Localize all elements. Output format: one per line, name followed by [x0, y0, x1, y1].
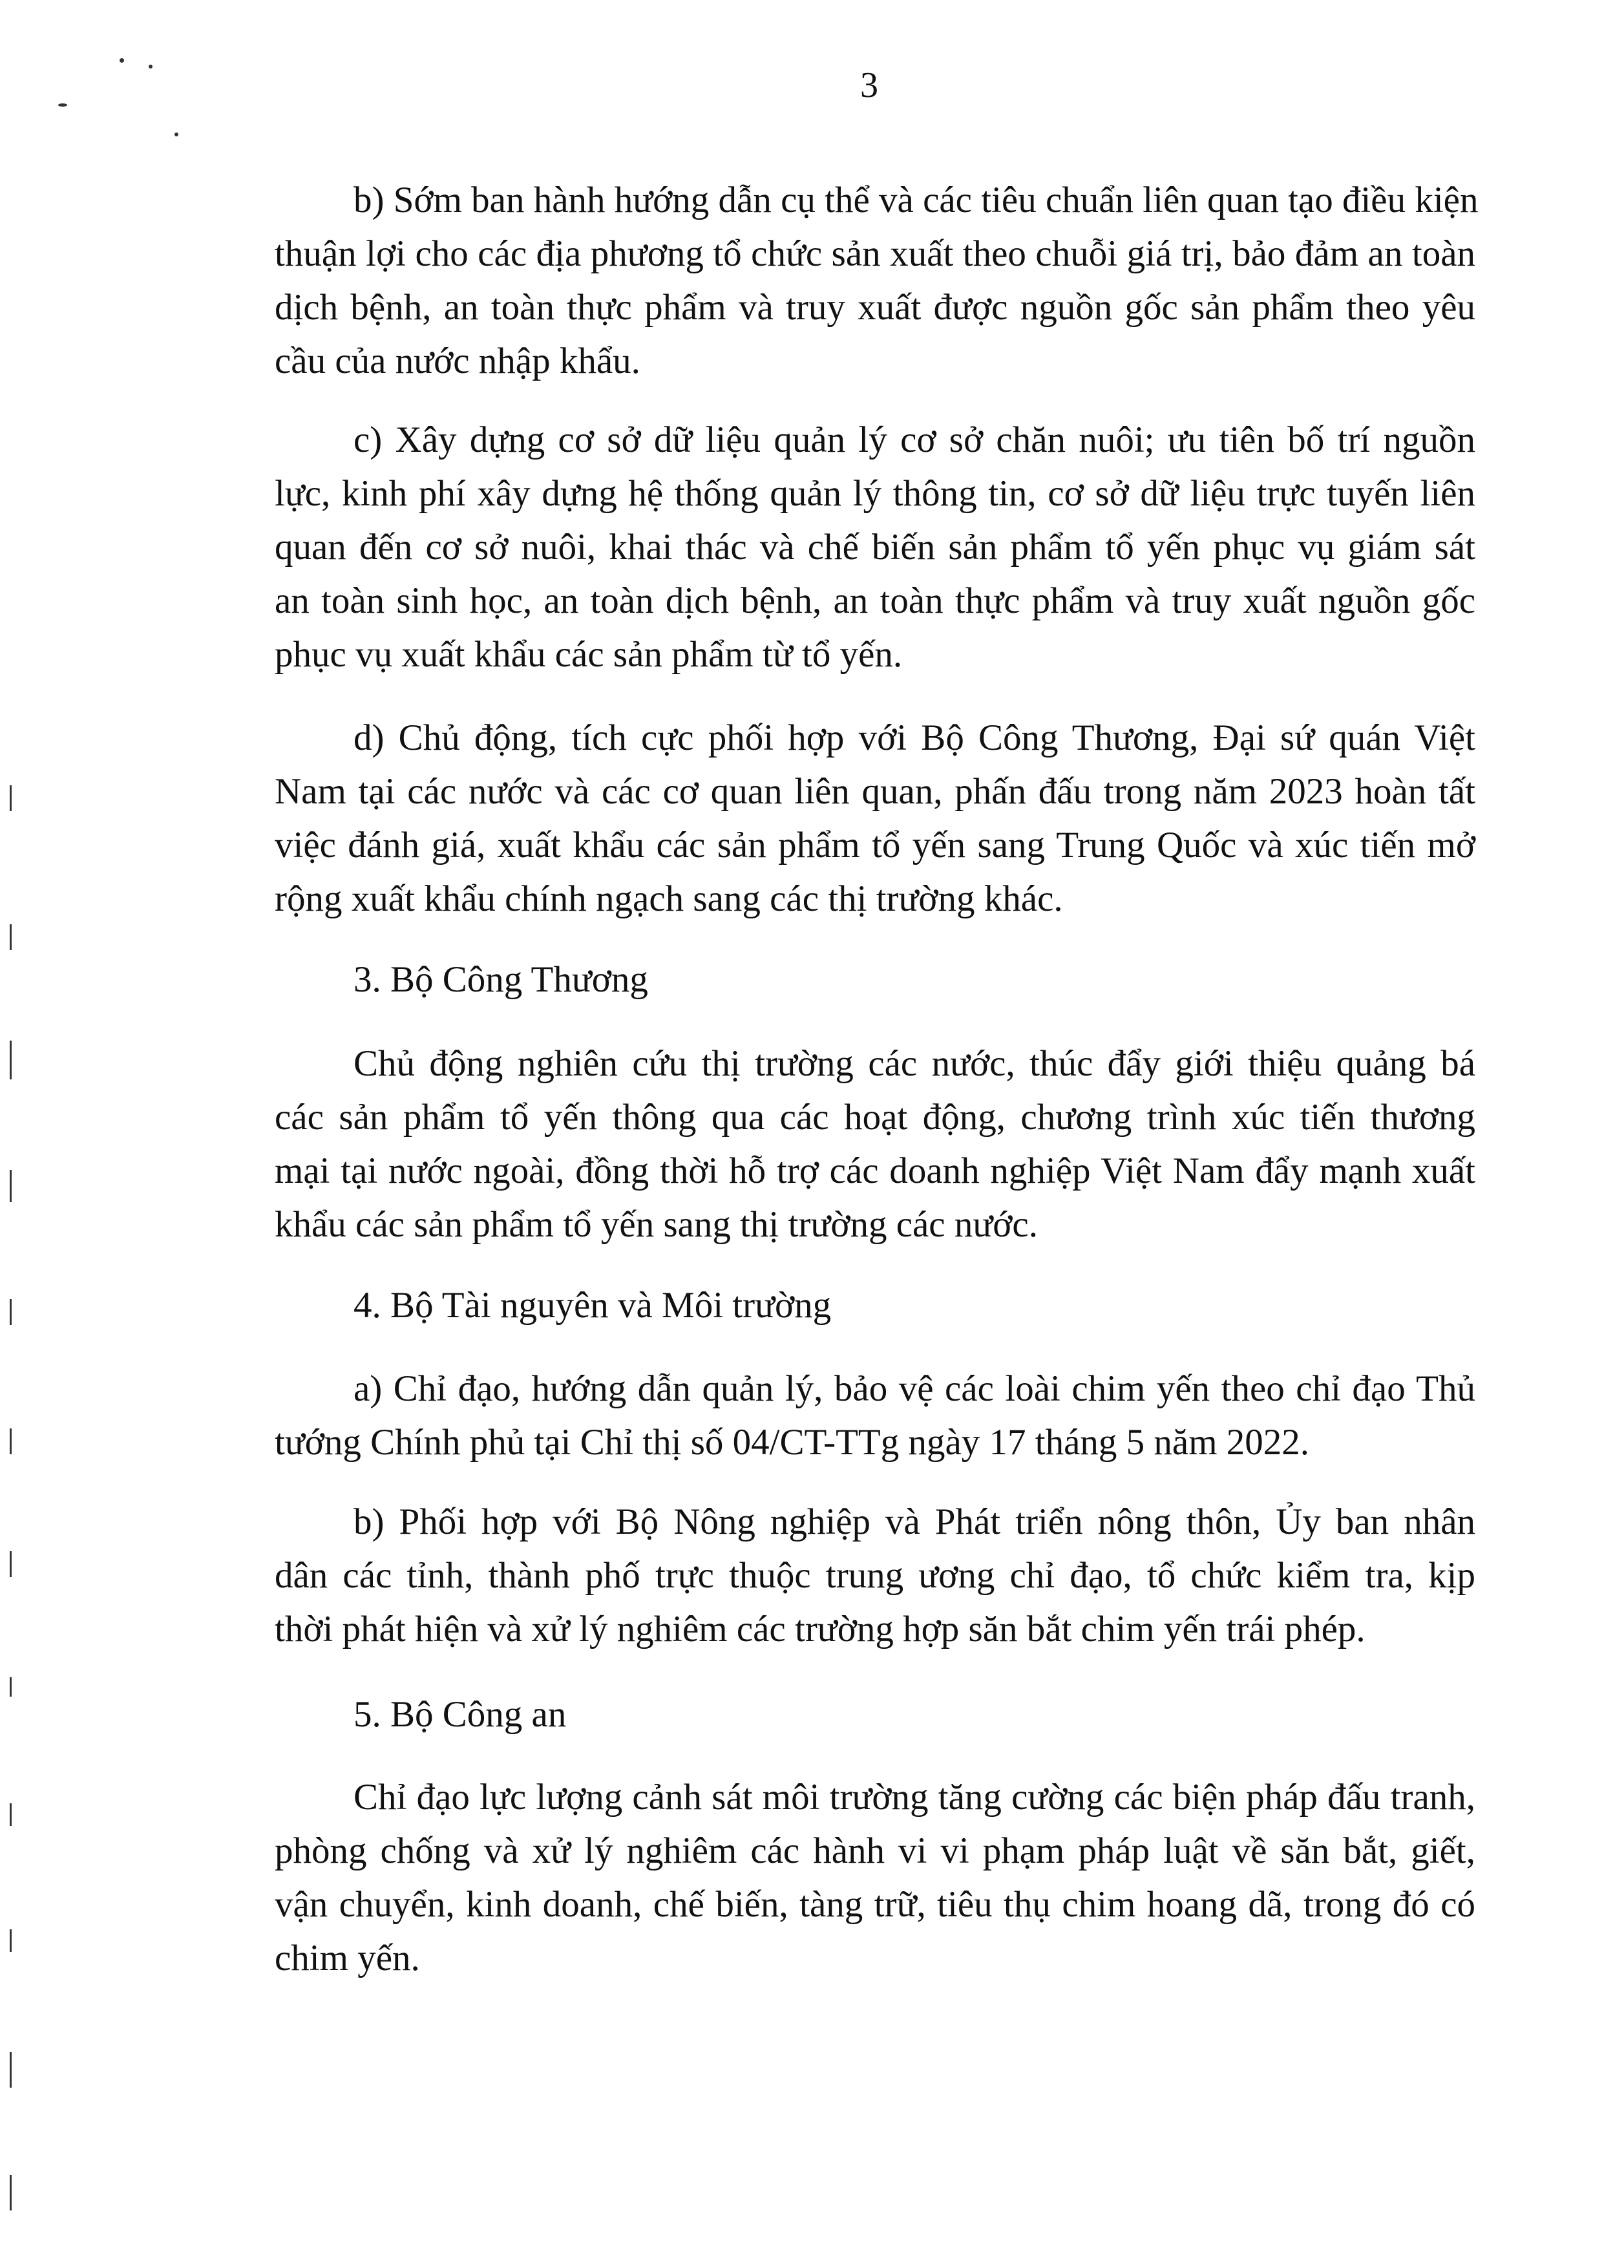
text-line: b) Sớm ban hành hướng dẫn cụ thể và các tiêu chuẩn liên quan tạo điều kiện	[353, 180, 1479, 220]
text-line: khẩu các sản phẩm tổ yến sang thị trường các nước.	[275, 1204, 1038, 1245]
scan-artifact	[10, 1803, 12, 1826]
text-line: thời phát hiện và xử lý nghiêm các trường hợp săn bắt chim yến trái phép.	[275, 1609, 1366, 1649]
scan-artifact	[10, 2052, 12, 2088]
scan-artifact	[10, 1929, 12, 1952]
scan-artifact	[10, 1677, 12, 1697]
scan-artifact	[10, 1428, 12, 1454]
para-4a	[275, 1362, 1475, 1469]
text-line: cầu của nước nhập khẩu.	[275, 341, 640, 381]
text-line: phục vụ xuất khẩu các sản phẩm từ tổ yến.	[275, 634, 903, 675]
para-2c	[275, 413, 1475, 681]
text-line: việc đánh giá, xuất khẩu các sản phẩm tổ yến sang Trung Quốc và xúc tiến mở	[275, 825, 1475, 865]
text-line: quan đến cơ sở nuôi, khai thác và chế biến sản phẩm tổ yến phục vụ giám sát	[275, 527, 1475, 567]
para-2d	[275, 711, 1475, 926]
scan-artifact	[120, 58, 124, 63]
scan-artifact	[10, 1551, 12, 1577]
text-line: Chỉ đạo lực lượng cảnh sát môi trường tăng cường các biện pháp đấu tranh,	[353, 1777, 1475, 1818]
scan-artifact	[10, 785, 12, 811]
scan-artifact	[58, 103, 67, 107]
text-line: b) Phối hợp với Bộ Nông nghiệp và Phát triển nông thôn, Ủy ban nhân	[353, 1501, 1475, 1542]
scan-artifact	[10, 1041, 12, 1079]
text-line: vận chuyển, kinh doanh, chế biến, tàng trữ, tiêu thụ chim hoang dã, trong đó có	[275, 1884, 1475, 1925]
scan-artifact	[10, 1170, 12, 1202]
text-line: rộng xuất khẩu chính ngạch sang các thị trường khác.	[275, 878, 1063, 919]
scan-artifact	[174, 132, 178, 136]
text-line: các sản phẩm tổ yến thông qua các hoạt động, chương trình xúc tiến thương	[275, 1097, 1475, 1138]
text-line: a) Chỉ đạo, hướng dẫn quản lý, bảo vệ các loài chim yến theo chỉ đạo Thủ	[353, 1368, 1475, 1409]
text-line: tướng Chính phủ tại Chỉ thị số 04/CT-TTg ngày 17 tháng 5 năm 2022.	[275, 1422, 1310, 1463]
para-4b	[275, 1495, 1475, 1656]
text-line: an toàn sinh học, an toàn dịch bệnh, an toàn thực phẩm và truy xuất nguồn gốc	[275, 580, 1475, 621]
heading-4	[275, 1278, 1475, 1332]
text-line: 5. Bộ Công an	[353, 1694, 567, 1735]
scan-artifact	[10, 1299, 12, 1325]
text-line: phòng chống và xử lý nghiêm các hành vi vi phạm pháp luật về săn bắt, giết,	[275, 1830, 1475, 1871]
text-line: dân các tỉnh, thành phố trực thuộc trung ương chỉ đạo, tổ chức kiểm tra, kịp	[275, 1555, 1475, 1596]
scan-artifact	[10, 924, 12, 950]
text-line: chim yến.	[275, 1938, 420, 1978]
text-line: c) Xây dựng cơ sở dữ liệu quản lý cơ sở chăn nuôi; ưu tiên bố trí nguồn	[353, 419, 1475, 460]
text-line: 3. Bộ Công Thương	[353, 959, 648, 1000]
text-line: Chủ động nghiên cứu thị trường các nước, thúc đẩy giới thiệu quảng bá	[353, 1043, 1475, 1084]
text-line: thuận lợi cho các địa phương tổ chức sản xuất theo chuỗi giá trị, bảo đảm an toàn	[275, 233, 1475, 274]
scan-artifact	[10, 2175, 12, 2210]
para-5	[275, 1770, 1475, 1985]
heading-5	[275, 1688, 1475, 1741]
para-3	[275, 1037, 1475, 1251]
scan-artifact	[149, 65, 153, 69]
text-line: Nam tại các nước và các cơ quan liên quan, phấn đấu trong năm 2023 hoàn tất	[275, 771, 1475, 812]
text-line: d) Chủ động, tích cực phối hợp với Bộ Công Thương, Đại sứ quán Việt	[353, 717, 1475, 758]
heading-3	[275, 953, 1475, 1006]
text-line: dịch bệnh, an toàn thực phẩm và truy xuất được nguồn gốc sản phẩm theo yêu	[275, 287, 1475, 328]
text-line: mại tại nước ngoài, đồng thời hỗ trợ các doanh nghiệp Việt Nam đẩy mạnh xuất	[275, 1150, 1475, 1191]
text-line: lực, kinh phí xây dựng hệ thống quản lý thông tin, cơ sở dữ liệu trực tuyến liên	[275, 473, 1475, 514]
para-2b	[275, 173, 1479, 388]
page-number: 3	[860, 65, 878, 105]
text-line: 4. Bộ Tài nguyên và Môi trường	[353, 1285, 832, 1326]
